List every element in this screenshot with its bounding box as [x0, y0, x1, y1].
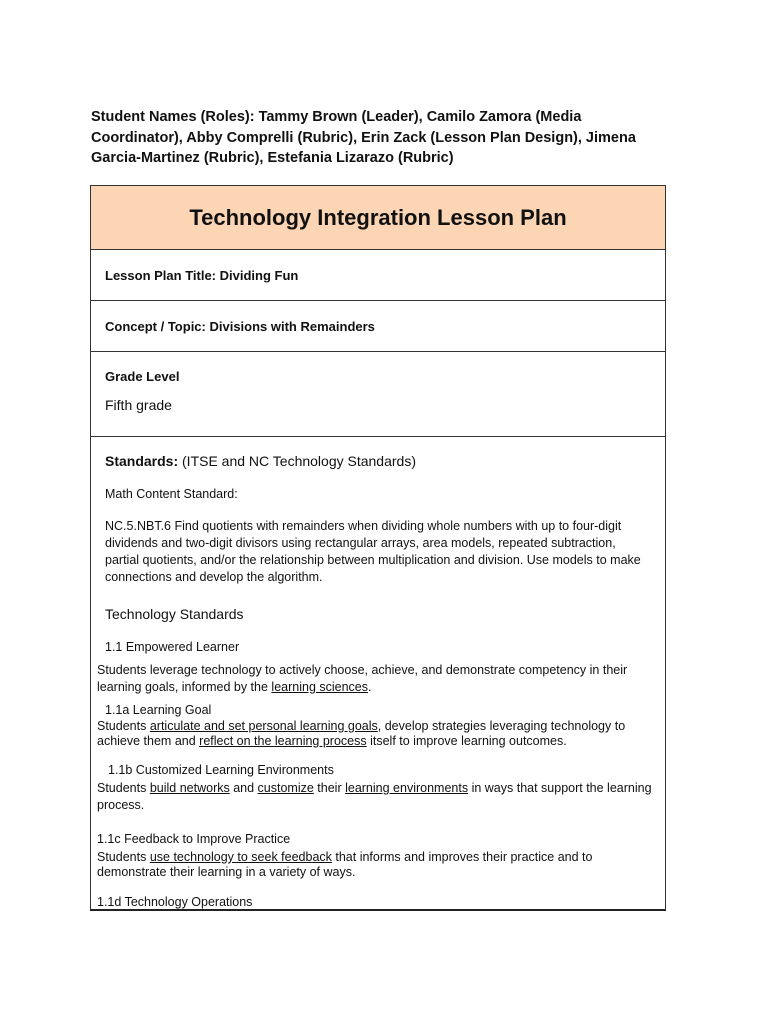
standards-heading [105, 453, 416, 469]
lesson-title: Lesson Plan Title: Dividing Fun [105, 267, 299, 283]
standard-1-1c-heading: 1.1c Feedback to Improve Practice [97, 832, 291, 846]
plan-header-title: Technology Integration Lesson Plan [189, 204, 567, 230]
standards-note: (ITSE and NC Technology Standards) [178, 453, 416, 469]
standard-1-1b-text-a: Students [97, 781, 150, 795]
learning-environments-link[interactable]: learning environments [345, 781, 469, 795]
plan-header-row [91, 186, 665, 250]
customize-link[interactable]: customize [257, 781, 314, 795]
standard-1-1c-text-b: that informs and improves their practice and to demonstrate their learning in a variety of ways. [97, 850, 593, 879]
standard-1-1c-text-a: Students [97, 850, 150, 864]
standard-1-1b-text-c: their [313, 781, 346, 795]
standard-1-1a-text-c: itself to improve learning outcomes. [366, 734, 567, 748]
grade-level-value: Fifth grade [105, 397, 172, 413]
standard-1-1b-heading: 1.1b Customized Learning Environments [108, 763, 334, 777]
standard-1-1a-heading: 1.1a Learning Goal [105, 703, 212, 717]
standard-1-1-heading: 1.1 Empowered Learner [105, 640, 240, 654]
standard-1-1b-text-d: in ways that support the learning process. [97, 781, 652, 812]
standard-1-1-text-b: . [368, 680, 372, 694]
learning-sciences-link[interactable]: learning sciences [271, 680, 369, 694]
technology-standards-label: Technology Standards [105, 606, 244, 622]
seek-feedback-link[interactable]: use technology to seek feedback [149, 850, 332, 864]
math-standard-label: Math Content Standard: [105, 487, 238, 501]
standard-1-1a-text-a: Students [97, 719, 150, 733]
set-learning-goals-link[interactable]: articulate and set personal learning goals [149, 719, 378, 733]
lesson-title-row [91, 250, 665, 301]
grade-level-row [91, 352, 665, 437]
student-names: Student Names (Roles): Tammy Brown (Leader), Camilo Zamora (Media Coordinator), Abby Comprelli (Rubric), Erin Zack (Lesson Plan Design), Jimena Garcia-Martinez (Rubric), Estefania Lizarazo (Rubric) [91, 109, 636, 166]
build-networks-link[interactable]: build networks [149, 781, 230, 795]
standard-1-1a-text-b: , develop strategies leveraging technology to achieve them and [97, 719, 626, 748]
concept-row [91, 301, 665, 352]
standard-1-1a-text [97, 719, 657, 749]
standard-1-1d-heading: 1.1d Technology Operations [97, 895, 253, 909]
standard-1-1-text [97, 662, 657, 696]
concept-topic: Concept / Topic: Divisions with Remainders [105, 318, 375, 334]
standards-label: Standards: [105, 453, 179, 469]
standard-1-1b-text-b: and [229, 781, 258, 795]
reflect-learning-process-link[interactable]: reflect on the learning process [199, 734, 367, 748]
standard-1-1c-text [97, 850, 657, 880]
grade-level-label: Grade Level [105, 369, 180, 384]
lesson-plan-table [90, 185, 666, 911]
standard-1-1b-text [97, 780, 657, 814]
math-standard-text: NC.5.NBT.6 Find quotients with remainders when dividing whole numbers with up to four-digit dividends and two-digit divisors using rectangular arrays, area models, repeated subtraction, partial quotients, and/or the relationship between multiplication and division. Use models to make connections and develop the algorithm. [105, 519, 641, 584]
standards-row [91, 437, 665, 911]
standard-1-1-text-a: Students leverage technology to actively choose, achieve, and demonstrate competency in their learning goals, informed by the [97, 663, 628, 694]
